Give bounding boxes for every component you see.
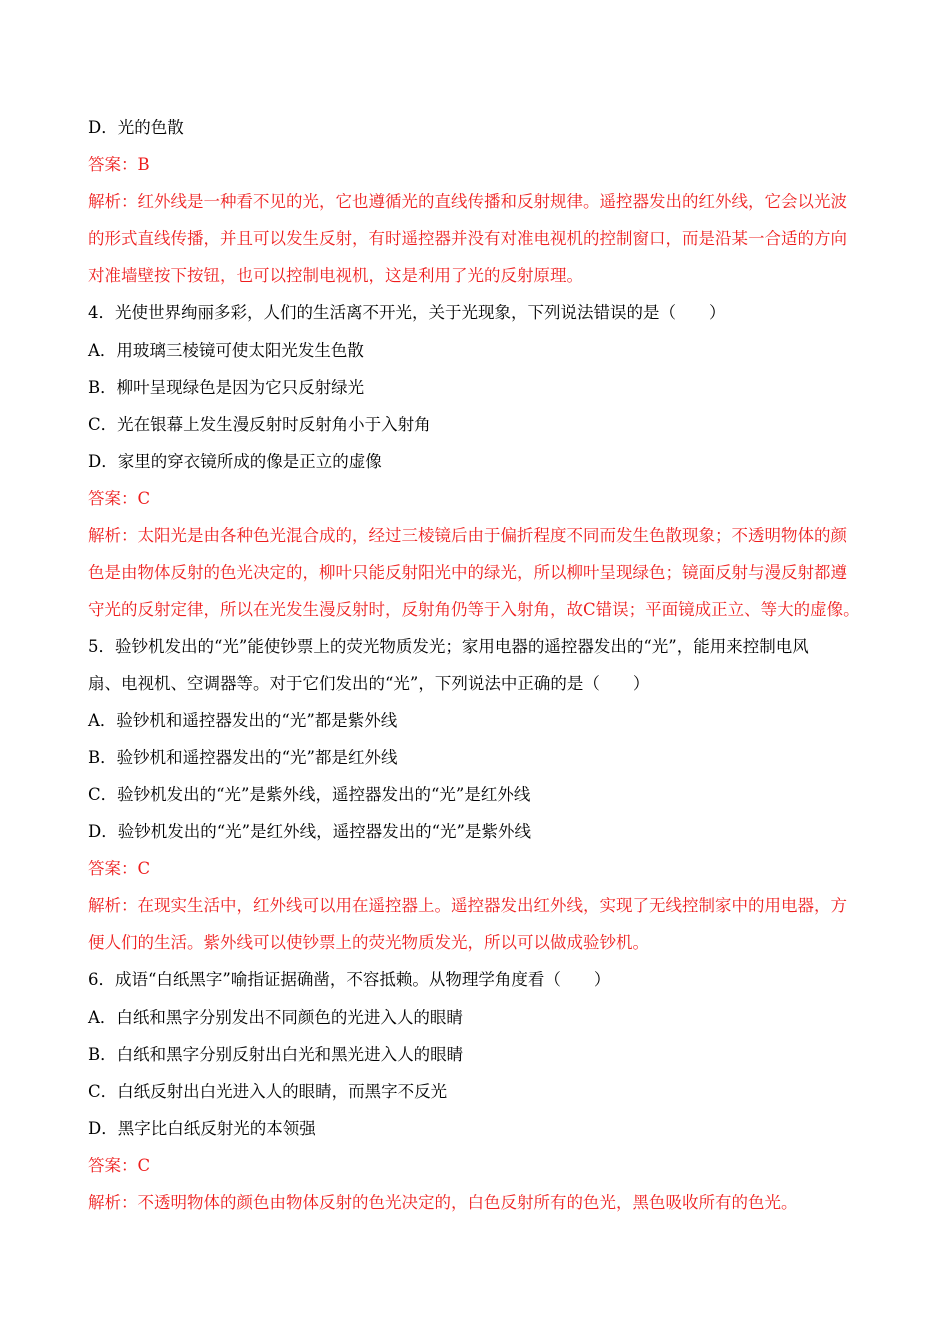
question-5-stem-line: 5．验钞机发出的“光”能使钞票上的荧光物质发光；家用电器的遥控器发出的“光”，能用来控制电风: [88, 637, 809, 656]
prev-analysis-line: 的形式直线传播，并且可以发生反射，有时遥控器并没有对准电视机的控制窗口，而是沿某一合适的方向: [88, 229, 847, 248]
question-6-option-a: A．白纸和黑字分别发出不同颜色的光进入人的眼睛: [88, 1008, 463, 1027]
question-4-analysis-line: 解析：太阳光是由各种色光混合成的，经过三棱镜后由于偏折程度不同而发生色散现象；不透明物体的颜: [88, 526, 847, 545]
question-4-answer: 答案：C: [88, 489, 151, 508]
question-6-option-c: C．白纸反射出白光进入人的眼睛，而黑字不反光: [88, 1082, 448, 1101]
question-4-option-d: D．家里的穿衣镜所成的像是正立的虚像: [88, 452, 382, 471]
question-5-stem-line: 扇、电视机、空调器等。对于它们发出的“光”，下列说法中正确的是（ ）: [88, 674, 650, 693]
question-5-answer: 答案：C: [88, 859, 151, 878]
question-5-analysis-line: 解析：在现实生活中，红外线可以用在遥控器上。遥控器发出红外线，实现了无线控制家中的用电器，方: [88, 896, 847, 915]
question-6-stem: 6．成语“白纸黑字”喻指证据确凿，不容抵赖。从物理学角度看（ ）: [88, 970, 611, 989]
question-4-option-a: A．用玻璃三棱镜可使太阳光发生色散: [88, 341, 364, 360]
question-4-stem: 4．光使世界绚丽多彩，人们的生活离不开光，关于光现象，下列说法错误的是（ ）: [88, 303, 726, 322]
question-6-answer: 答案：C: [88, 1156, 151, 1175]
prev-analysis-line: 解析：红外线是一种看不见的光，它也遵循光的直线传播和反射规律。遥控器发出的红外线，它会以光波: [88, 192, 847, 211]
question-4-analysis-line: 守光的反射定律，所以在光发生漫反射时，反射角仍等于入射角，故C错误；平面镜成正立、等大的虚像。: [88, 600, 860, 619]
question-5-option-c: C．验钞机发出的“光”是紫外线，遥控器发出的“光”是红外线: [88, 785, 531, 804]
question-4-option-c: C．光在银幕上发生漫反射时反射角小于入射角: [88, 415, 431, 434]
prev-answer: 答案：B: [88, 155, 150, 174]
question-6-option-d: D．黑字比白纸反射光的本领强: [88, 1119, 316, 1138]
question-4-analysis-line: 色是由物体反射的色光决定的，柳叶只能反射阳光中的绿光，所以柳叶呈现绿色；镜面反射与漫反射都遵: [88, 563, 847, 582]
question-5-analysis-line: 便人们的生活。紫外线可以使钞票上的荧光物质发光，所以可以做成验钞机。: [88, 933, 649, 952]
question-6-analysis-line: 解析：不透明物体的颜色由物体反射的色光决定的，白色反射所有的色光，黑色吸收所有的色光。: [88, 1193, 798, 1212]
question-5-option-d: D．验钞机发出的“光”是红外线，遥控器发出的“光”是紫外线: [88, 822, 531, 841]
question-4-option-b: B．柳叶呈现绿色是因为它只反射绿光: [88, 378, 365, 397]
prev-option-d: D．光的色散: [88, 118, 184, 137]
question-6-option-b: B．白纸和黑字分别反射出白光和黑光进入人的眼睛: [88, 1045, 464, 1064]
prev-analysis-line: 对准墙壁按下按钮，也可以控制电视机，这是利用了光的反射原理。: [88, 266, 583, 285]
question-5-option-a: A．验钞机和遥控器发出的“光”都是紫外线: [88, 711, 398, 730]
question-5-option-b: B．验钞机和遥控器发出的“光”都是红外线: [88, 748, 398, 767]
